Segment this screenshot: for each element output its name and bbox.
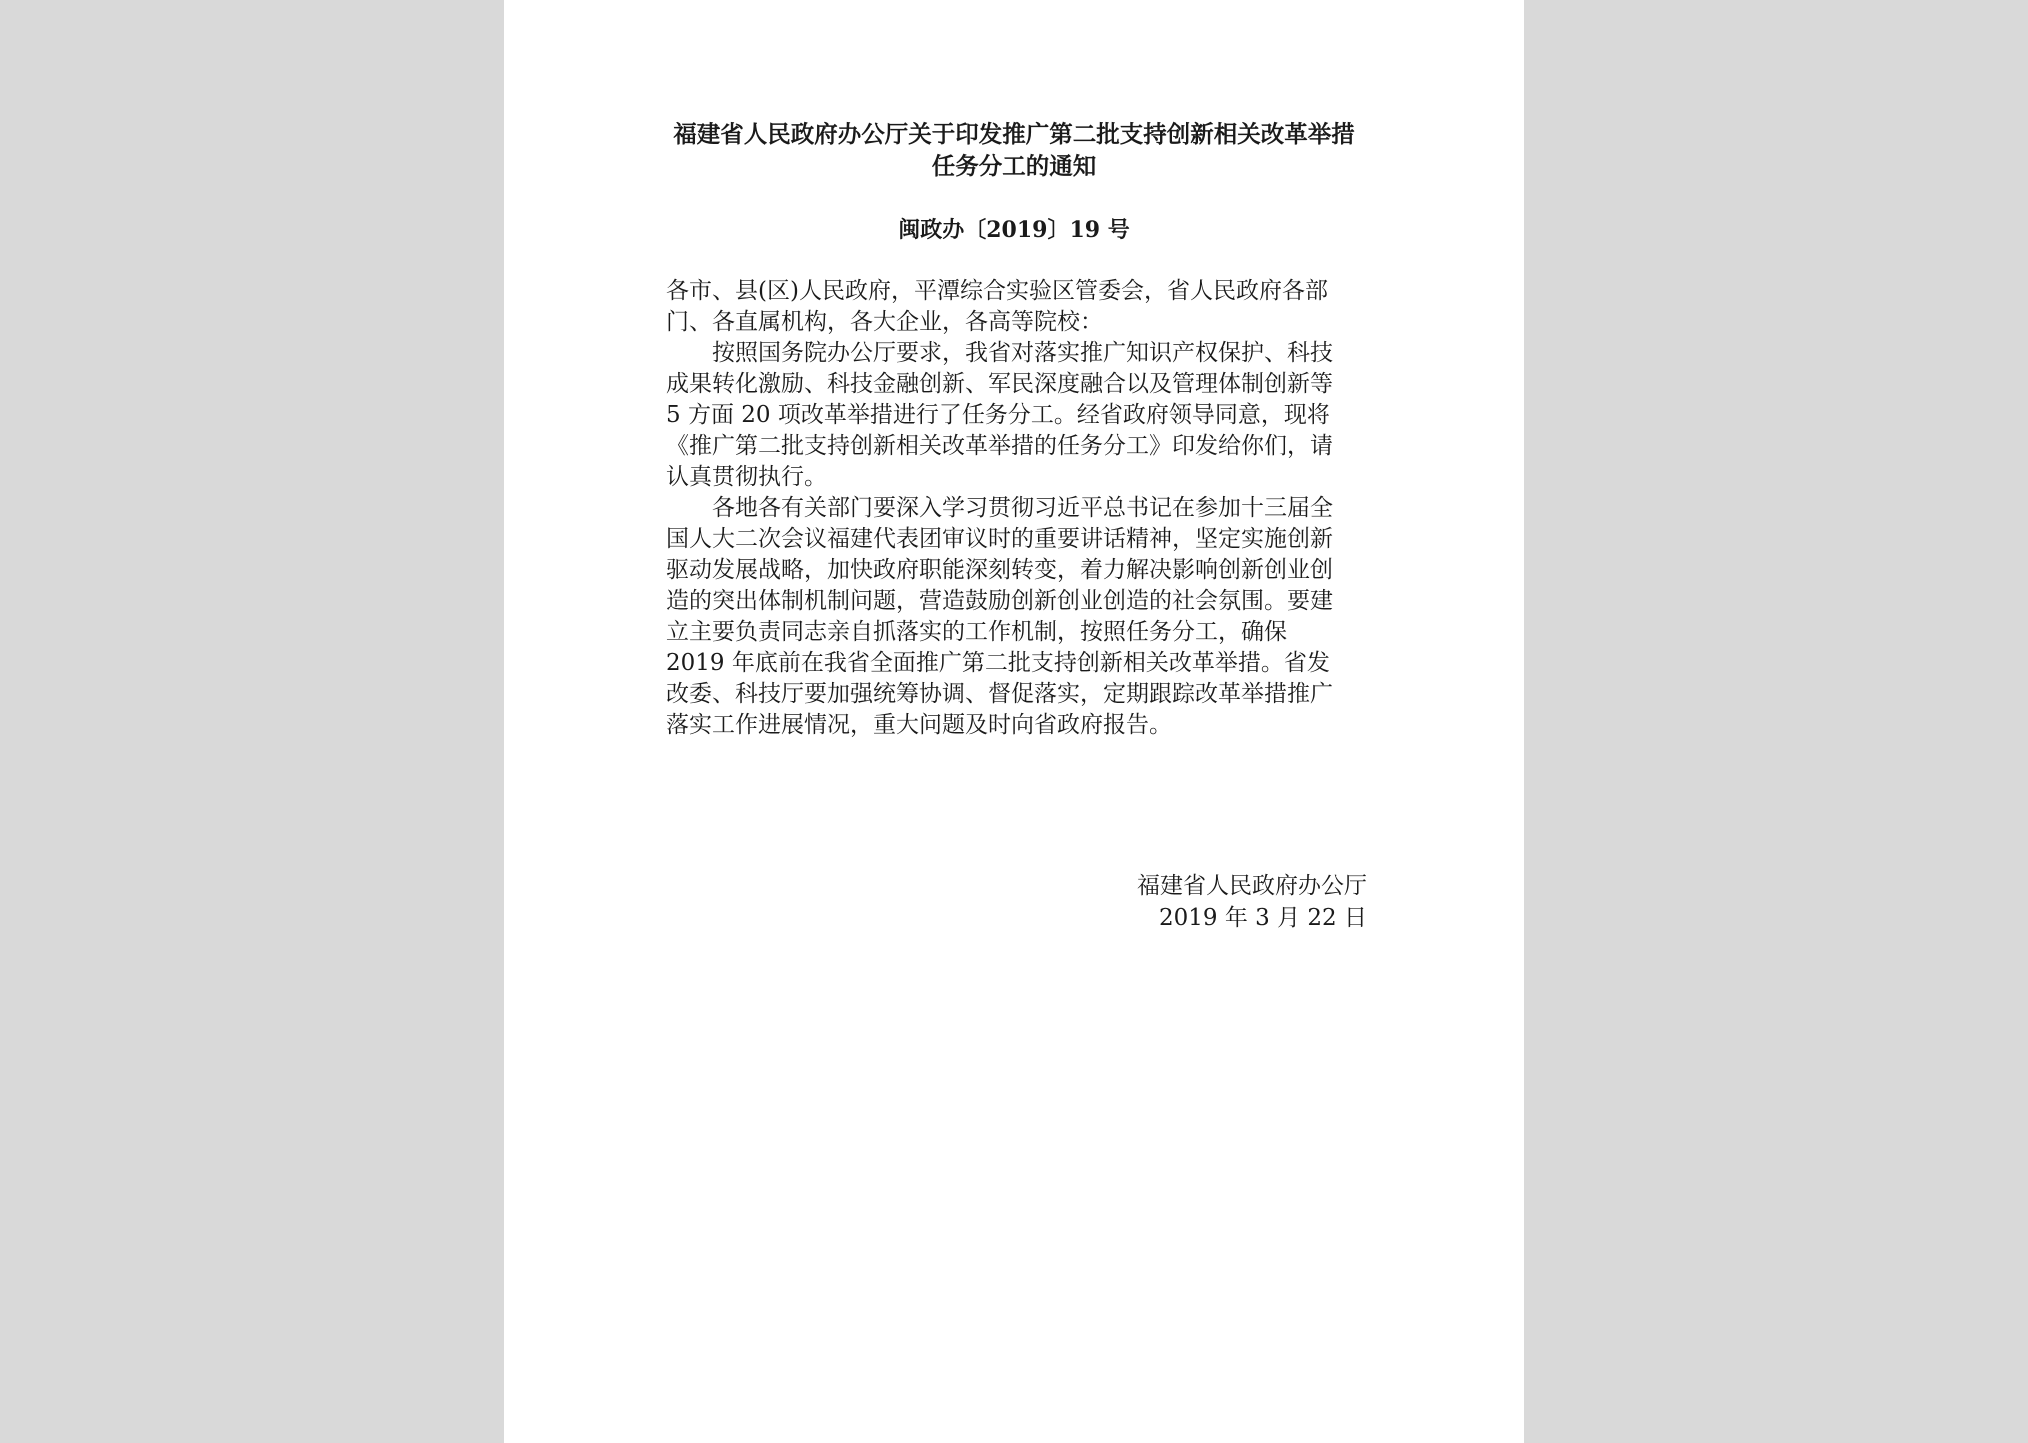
body-line: 门、各直属机构，各大企业，各高等院校： — [666, 309, 1103, 335]
signature-block — [1137, 870, 1367, 934]
body-line: 立主要负责同志亲自抓落实的工作机制，按照任务分工，确保 — [666, 619, 1287, 645]
body-line: 5 方面 20 项改革举措进行了任务分工。经省政府领导同意，现将 — [666, 402, 1330, 428]
document-title — [664, 118, 1364, 182]
body-line: 改委、科技厅要加强统筹协调、督促落实，定期跟踪改革举措推广 — [666, 681, 1333, 707]
issuer-name: 福建省人民政府办公厅 — [1137, 873, 1367, 899]
document-number: 闽政办〔2019〕19 号 — [898, 217, 1130, 243]
body-line: 驱动发展战略，加快政府职能深刻转变，着力解决影响创新创业创 — [666, 557, 1333, 583]
document-body — [666, 276, 1366, 741]
body-line: 认真贯彻执行。 — [666, 464, 827, 490]
body-line: 国人大二次会议福建代表团审议时的重要讲话精神，坚定实施创新 — [666, 526, 1333, 552]
body-line: 各市、县(区)人民政府，平潭综合实验区管委会，省人民政府各部 — [666, 278, 1328, 304]
title-line-1: 福建省人民政府办公厅关于印发推广第二批支持创新相关改革举措 — [673, 120, 1355, 148]
title-line-2: 任务分工的通知 — [931, 152, 1097, 180]
body-line: 《推广第二批支持创新相关改革举措的任务分工》印发给你们，请 — [666, 433, 1333, 459]
body-line: 成果转化激励、科技金融创新、军民深度融合以及管理体制创新等 — [666, 371, 1333, 397]
body-line: 落实工作进展情况，重大问题及时向省政府报告。 — [666, 712, 1172, 738]
body-line: 2019 年底前在我省全面推广第二批支持创新相关改革举措。省发 — [666, 650, 1330, 676]
body-line: 造的突出体制机制问题，营造鼓励创新创业创造的社会氛围。要建 — [666, 588, 1333, 614]
body-line: 按照国务院办公厅要求，我省对落实推广知识产权保护、科技 — [712, 340, 1333, 366]
document-page — [504, 0, 1524, 1443]
issue-date: 2019 年 3 月 22 日 — [1159, 905, 1367, 931]
body-line: 各地各有关部门要深入学习贯彻习近平总书记在参加十三届全 — [712, 495, 1333, 521]
